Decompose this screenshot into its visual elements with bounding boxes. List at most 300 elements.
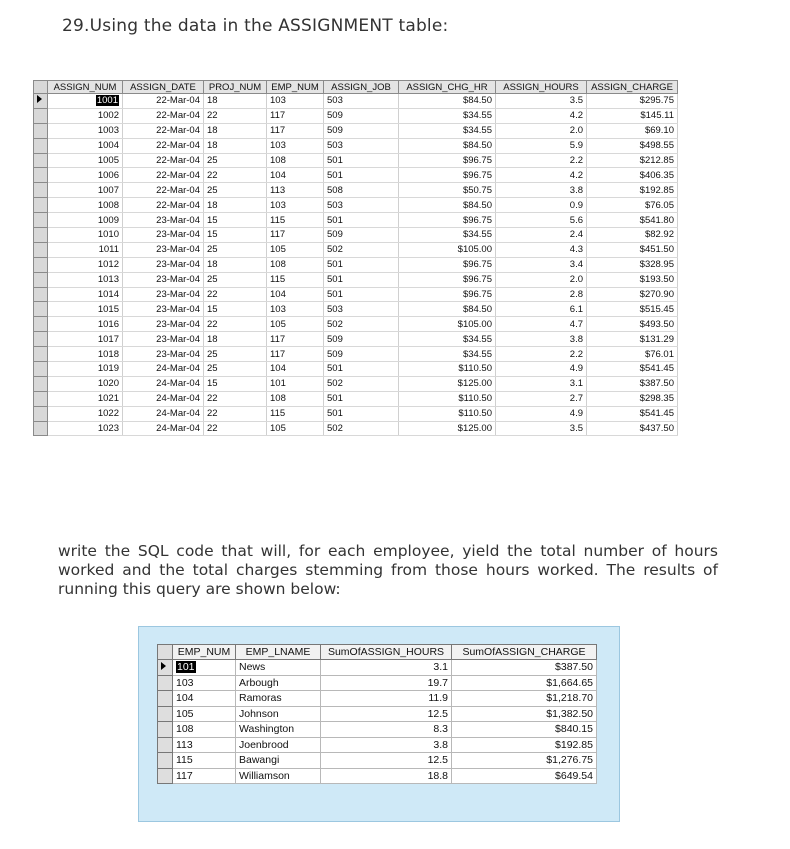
table-row[interactable] xyxy=(158,660,597,676)
table-cell[interactable] xyxy=(496,317,587,332)
table-cell[interactable] xyxy=(267,123,324,138)
table-row[interactable] xyxy=(34,213,678,228)
table-cell[interactable] xyxy=(324,242,399,257)
table-row[interactable] xyxy=(34,94,678,109)
table-cell[interactable] xyxy=(452,722,597,738)
table-cell[interactable] xyxy=(123,138,204,153)
table-cell[interactable] xyxy=(204,123,267,138)
row-selector[interactable] xyxy=(34,347,48,362)
table-cell[interactable] xyxy=(204,183,267,198)
table-row[interactable] xyxy=(34,242,678,257)
table-cell[interactable] xyxy=(123,421,204,436)
table-cell[interactable] xyxy=(324,153,399,168)
row-selector[interactable] xyxy=(34,228,48,243)
table-cell[interactable] xyxy=(204,287,267,302)
col-header[interactable]: ASSIGN_DATE xyxy=(123,81,204,94)
table-cell[interactable] xyxy=(587,213,678,228)
table-cell[interactable] xyxy=(399,302,496,317)
table-cell[interactable] xyxy=(123,168,204,183)
table-cell[interactable] xyxy=(236,753,321,769)
table-row[interactable] xyxy=(34,123,678,138)
table-cell[interactable] xyxy=(48,213,123,228)
table-cell[interactable] xyxy=(496,138,587,153)
col-header[interactable]: EMP_NUM xyxy=(267,81,324,94)
table-cell[interactable] xyxy=(496,168,587,183)
table-cell[interactable] xyxy=(496,257,587,272)
table-cell[interactable] xyxy=(48,332,123,347)
cell-value: 501 xyxy=(327,169,343,181)
table-row[interactable] xyxy=(158,768,597,784)
table-cell[interactable] xyxy=(587,153,678,168)
table-cell[interactable] xyxy=(48,406,123,421)
table-cell[interactable] xyxy=(324,123,399,138)
table-cell[interactable] xyxy=(399,183,496,198)
table-cell[interactable] xyxy=(267,347,324,362)
table-cell[interactable] xyxy=(267,302,324,317)
col-header[interactable]: ASSIGN_JOB xyxy=(324,81,399,94)
table-cell[interactable] xyxy=(321,722,452,738)
table-cell[interactable] xyxy=(399,123,496,138)
table-cell[interactable] xyxy=(267,376,324,391)
table-cell[interactable] xyxy=(173,768,236,784)
row-selector[interactable] xyxy=(34,183,48,198)
table-cell[interactable] xyxy=(236,722,321,738)
table-cell[interactable] xyxy=(587,272,678,287)
table-cell[interactable] xyxy=(399,287,496,302)
row-selector[interactable] xyxy=(34,257,48,272)
table-cell[interactable] xyxy=(452,660,597,676)
table-cell[interactable] xyxy=(587,123,678,138)
table-cell[interactable] xyxy=(399,168,496,183)
table-cell[interactable] xyxy=(324,406,399,421)
row-selector[interactable] xyxy=(34,108,48,123)
table-cell[interactable] xyxy=(399,391,496,406)
table-cell[interactable] xyxy=(496,421,587,436)
table-cell[interactable] xyxy=(496,391,587,406)
col-header[interactable]: PROJ_NUM xyxy=(204,81,267,94)
table-cell[interactable] xyxy=(267,168,324,183)
table-cell[interactable] xyxy=(48,94,123,109)
table-cell[interactable] xyxy=(267,421,324,436)
row-selector[interactable] xyxy=(34,421,48,436)
table-cell[interactable] xyxy=(496,123,587,138)
row-selector[interactable] xyxy=(34,391,48,406)
table-row[interactable] xyxy=(34,391,678,406)
table-cell[interactable] xyxy=(587,94,678,109)
table-cell[interactable] xyxy=(204,242,267,257)
table-cell[interactable] xyxy=(587,347,678,362)
table-cell[interactable] xyxy=(399,94,496,109)
table-cell[interactable] xyxy=(324,347,399,362)
table-cell[interactable] xyxy=(496,153,587,168)
table-cell[interactable] xyxy=(587,391,678,406)
table-row[interactable] xyxy=(158,691,597,707)
table-cell[interactable] xyxy=(123,198,204,213)
table-cell[interactable] xyxy=(204,228,267,243)
row-selector[interactable] xyxy=(34,213,48,228)
table-cell[interactable] xyxy=(321,706,452,722)
table-cell[interactable] xyxy=(496,108,587,123)
table-cell[interactable] xyxy=(324,108,399,123)
row-selector[interactable] xyxy=(34,138,48,153)
table-cell[interactable] xyxy=(587,332,678,347)
table-cell[interactable] xyxy=(123,94,204,109)
table-cell[interactable] xyxy=(204,362,267,377)
cell-value: 117 xyxy=(270,348,286,360)
table-cell[interactable] xyxy=(496,406,587,421)
table-row[interactable] xyxy=(34,183,678,198)
row-selector[interactable] xyxy=(158,660,173,676)
table-cell[interactable] xyxy=(204,94,267,109)
table-cell[interactable] xyxy=(123,272,204,287)
table-cell[interactable] xyxy=(496,287,587,302)
table-cell[interactable] xyxy=(321,768,452,784)
row-selector[interactable] xyxy=(158,737,173,753)
table-cell[interactable] xyxy=(587,257,678,272)
table-cell[interactable] xyxy=(321,660,452,676)
table-row[interactable] xyxy=(34,376,678,391)
table-cell[interactable] xyxy=(204,421,267,436)
table-cell[interactable] xyxy=(399,153,496,168)
table-cell[interactable] xyxy=(123,183,204,198)
row-selector[interactable] xyxy=(158,722,173,738)
table-cell[interactable] xyxy=(324,421,399,436)
table-cell[interactable] xyxy=(324,198,399,213)
table-cell[interactable] xyxy=(399,242,496,257)
table-cell[interactable] xyxy=(267,94,324,109)
table-cell[interactable] xyxy=(236,660,321,676)
table-cell[interactable] xyxy=(204,347,267,362)
row-selector-header[interactable] xyxy=(158,645,173,660)
table-cell[interactable] xyxy=(123,317,204,332)
table-cell[interactable] xyxy=(204,391,267,406)
table-row[interactable] xyxy=(34,168,678,183)
table-cell[interactable] xyxy=(399,332,496,347)
table-cell[interactable] xyxy=(321,737,452,753)
table-cell[interactable] xyxy=(496,94,587,109)
table-cell[interactable] xyxy=(123,376,204,391)
table-cell[interactable] xyxy=(204,138,267,153)
table-cell[interactable] xyxy=(236,691,321,707)
table-cell[interactable] xyxy=(173,706,236,722)
table-cell[interactable] xyxy=(48,287,123,302)
table-cell[interactable] xyxy=(48,257,123,272)
table-cell[interactable] xyxy=(123,302,204,317)
table-cell[interactable] xyxy=(204,376,267,391)
table-cell[interactable] xyxy=(496,242,587,257)
table-cell[interactable] xyxy=(267,108,324,123)
table-row[interactable] xyxy=(34,198,678,213)
table-cell[interactable] xyxy=(123,242,204,257)
table-cell[interactable] xyxy=(587,242,678,257)
table-row[interactable] xyxy=(34,362,678,377)
col-header[interactable]: EMP_NUM xyxy=(173,645,236,660)
col-header[interactable]: ASSIGN_HOURS xyxy=(496,81,587,94)
table-cell[interactable] xyxy=(399,376,496,391)
table-cell[interactable] xyxy=(324,228,399,243)
table-row[interactable] xyxy=(34,153,678,168)
table-cell[interactable] xyxy=(324,317,399,332)
table-cell[interactable] xyxy=(399,421,496,436)
table-row[interactable] xyxy=(34,302,678,317)
table-cell[interactable] xyxy=(399,228,496,243)
table-cell[interactable] xyxy=(48,272,123,287)
table-cell[interactable] xyxy=(587,421,678,436)
table-cell[interactable] xyxy=(48,391,123,406)
table-cell[interactable] xyxy=(324,391,399,406)
table-cell[interactable] xyxy=(496,213,587,228)
table-cell[interactable] xyxy=(587,228,678,243)
row-selector[interactable] xyxy=(34,302,48,317)
table-cell[interactable] xyxy=(48,347,123,362)
table-cell[interactable] xyxy=(321,753,452,769)
row-selector[interactable] xyxy=(34,198,48,213)
col-header[interactable]: ASSIGN_CHARGE xyxy=(587,81,678,94)
row-selector[interactable] xyxy=(158,768,173,784)
table-cell[interactable] xyxy=(173,722,236,738)
table-cell[interactable] xyxy=(324,138,399,153)
table-row[interactable] xyxy=(34,421,678,436)
col-header[interactable]: ASSIGN_NUM xyxy=(48,81,123,94)
table-row[interactable] xyxy=(34,272,678,287)
row-selector[interactable] xyxy=(34,317,48,332)
table-row[interactable] xyxy=(34,332,678,347)
table-cell[interactable] xyxy=(587,108,678,123)
table-cell[interactable] xyxy=(48,242,123,257)
table-cell[interactable] xyxy=(496,228,587,243)
table-cell[interactable] xyxy=(204,153,267,168)
table-cell[interactable] xyxy=(236,768,321,784)
table-cell[interactable] xyxy=(324,183,399,198)
table-cell[interactable] xyxy=(324,287,399,302)
col-header[interactable]: SumOfASSIGN_HOURS xyxy=(321,645,452,660)
table-cell[interactable] xyxy=(321,691,452,707)
table-cell[interactable] xyxy=(399,317,496,332)
table-cell[interactable] xyxy=(587,406,678,421)
col-header[interactable]: EMP_LNAME xyxy=(236,645,321,660)
table-cell[interactable] xyxy=(267,362,324,377)
table-cell[interactable] xyxy=(173,675,236,691)
table-cell[interactable] xyxy=(324,213,399,228)
table-cell[interactable] xyxy=(48,362,123,377)
table-cell[interactable] xyxy=(324,257,399,272)
table-cell[interactable] xyxy=(48,138,123,153)
table-cell[interactable] xyxy=(173,691,236,707)
table-cell[interactable] xyxy=(204,257,267,272)
table-cell[interactable] xyxy=(267,391,324,406)
table-cell[interactable] xyxy=(399,213,496,228)
table-cell[interactable] xyxy=(496,332,587,347)
table-cell[interactable] xyxy=(123,347,204,362)
table-cell[interactable] xyxy=(236,675,321,691)
cell-value: 24-Mar-04 xyxy=(156,408,200,420)
table-cell[interactable] xyxy=(496,362,587,377)
table-cell[interactable] xyxy=(399,272,496,287)
table-cell[interactable] xyxy=(48,108,123,123)
row-selector[interactable] xyxy=(34,272,48,287)
table-cell[interactable] xyxy=(48,168,123,183)
table-cell[interactable] xyxy=(399,362,496,377)
table-cell[interactable] xyxy=(204,168,267,183)
table-cell[interactable] xyxy=(173,737,236,753)
table-cell[interactable] xyxy=(452,691,597,707)
table-cell[interactable] xyxy=(587,287,678,302)
table-row[interactable] xyxy=(34,257,678,272)
table-cell[interactable] xyxy=(48,376,123,391)
row-selector[interactable] xyxy=(34,168,48,183)
row-selector[interactable] xyxy=(34,242,48,257)
table-row[interactable] xyxy=(34,347,678,362)
table-cell[interactable] xyxy=(399,406,496,421)
table-row[interactable] xyxy=(158,737,597,753)
table-cell[interactable] xyxy=(123,406,204,421)
table-cell[interactable] xyxy=(267,198,324,213)
table-cell[interactable] xyxy=(204,302,267,317)
table-cell[interactable] xyxy=(399,347,496,362)
table-cell[interactable] xyxy=(48,183,123,198)
table-cell[interactable] xyxy=(48,228,123,243)
table-cell[interactable] xyxy=(587,138,678,153)
row-selector[interactable] xyxy=(34,362,48,377)
table-cell[interactable] xyxy=(267,257,324,272)
table-cell[interactable] xyxy=(48,317,123,332)
table-cell[interactable] xyxy=(587,376,678,391)
table-cell[interactable] xyxy=(496,183,587,198)
table-cell[interactable] xyxy=(48,198,123,213)
table-cell[interactable] xyxy=(123,362,204,377)
table-cell[interactable] xyxy=(48,421,123,436)
table-cell[interactable] xyxy=(587,168,678,183)
table-cell[interactable] xyxy=(452,706,597,722)
row-selector[interactable] xyxy=(34,94,48,109)
table-cell[interactable] xyxy=(587,198,678,213)
row-selector[interactable] xyxy=(34,287,48,302)
table-cell[interactable] xyxy=(204,198,267,213)
table-cell[interactable] xyxy=(204,108,267,123)
cell-value: $76.05 xyxy=(644,199,674,211)
table-cell[interactable] xyxy=(123,228,204,243)
table-cell[interactable] xyxy=(204,317,267,332)
table-cell[interactable] xyxy=(173,753,236,769)
table-cell[interactable] xyxy=(587,362,678,377)
table-cell[interactable] xyxy=(123,153,204,168)
table-cell[interactable] xyxy=(123,332,204,347)
table-cell[interactable] xyxy=(123,123,204,138)
table-cell[interactable] xyxy=(236,737,321,753)
table-cell[interactable] xyxy=(267,228,324,243)
table-cell[interactable] xyxy=(267,287,324,302)
table-cell[interactable] xyxy=(321,675,452,691)
cell-value: 2.8 xyxy=(569,289,583,301)
table-row[interactable] xyxy=(158,675,597,691)
table-cell[interactable] xyxy=(267,183,324,198)
table-cell[interactable] xyxy=(452,675,597,691)
table-cell[interactable] xyxy=(587,183,678,198)
table-cell[interactable] xyxy=(399,108,496,123)
row-selector[interactable] xyxy=(34,406,48,421)
table-cell[interactable] xyxy=(204,406,267,421)
table-cell[interactable] xyxy=(267,138,324,153)
row-selector[interactable] xyxy=(158,753,173,769)
table-cell[interactable] xyxy=(587,317,678,332)
table-cell[interactable] xyxy=(324,302,399,317)
table-cell[interactable] xyxy=(399,138,496,153)
row-selector[interactable] xyxy=(34,123,48,138)
col-header[interactable]: SumOfASSIGN_CHARGE xyxy=(452,645,597,660)
table-cell[interactable] xyxy=(324,272,399,287)
table-cell[interactable] xyxy=(324,376,399,391)
table-cell[interactable] xyxy=(267,213,324,228)
table-cell[interactable] xyxy=(123,213,204,228)
row-selector[interactable] xyxy=(34,332,48,347)
table-cell[interactable] xyxy=(204,332,267,347)
table-cell[interactable] xyxy=(48,302,123,317)
table-cell[interactable] xyxy=(48,123,123,138)
table-cell[interactable] xyxy=(267,153,324,168)
row-selector[interactable] xyxy=(158,706,173,722)
table-cell[interactable] xyxy=(496,302,587,317)
table-cell[interactable] xyxy=(324,168,399,183)
col-header[interactable]: ASSIGN_CHG_HR xyxy=(399,81,496,94)
table-cell[interactable] xyxy=(496,272,587,287)
table-cell[interactable] xyxy=(267,332,324,347)
table-cell[interactable] xyxy=(399,198,496,213)
table-row[interactable] xyxy=(34,287,678,302)
table-row[interactable] xyxy=(34,138,678,153)
cell-value: 117 xyxy=(270,125,286,137)
table-cell[interactable] xyxy=(267,242,324,257)
table-cell[interactable] xyxy=(324,332,399,347)
table-cell[interactable] xyxy=(324,362,399,377)
table-row[interactable] xyxy=(158,753,597,769)
table-cell[interactable] xyxy=(452,737,597,753)
table-cell[interactable] xyxy=(267,317,324,332)
cell-value: 3.5 xyxy=(569,423,583,435)
row-selector[interactable] xyxy=(158,691,173,707)
table-row[interactable] xyxy=(158,706,597,722)
table-cell[interactable] xyxy=(48,153,123,168)
table-cell[interactable] xyxy=(399,257,496,272)
table-row[interactable] xyxy=(34,406,678,421)
table-cell[interactable] xyxy=(173,660,236,676)
table-cell[interactable] xyxy=(496,198,587,213)
row-selector[interactable] xyxy=(34,376,48,391)
table-cell[interactable] xyxy=(267,406,324,421)
table-cell[interactable] xyxy=(236,706,321,722)
table-cell[interactable] xyxy=(324,94,399,109)
table-row[interactable] xyxy=(34,317,678,332)
table-cell[interactable] xyxy=(204,272,267,287)
row-selector[interactable] xyxy=(34,153,48,168)
table-cell[interactable] xyxy=(452,768,597,784)
table-cell[interactable] xyxy=(587,302,678,317)
table-cell[interactable] xyxy=(123,257,204,272)
table-cell[interactable] xyxy=(204,213,267,228)
table-row[interactable] xyxy=(34,228,678,243)
table-cell[interactable] xyxy=(452,753,597,769)
table-row[interactable] xyxy=(34,108,678,123)
table-cell[interactable] xyxy=(496,347,587,362)
table-cell[interactable] xyxy=(123,391,204,406)
table-cell[interactable] xyxy=(496,376,587,391)
table-cell[interactable] xyxy=(123,287,204,302)
table-cell[interactable] xyxy=(123,108,204,123)
table-cell[interactable] xyxy=(267,272,324,287)
row-selector-header[interactable] xyxy=(34,81,48,94)
row-selector[interactable] xyxy=(158,675,173,691)
cell-value: 24-Mar-04 xyxy=(156,363,200,375)
table-row[interactable] xyxy=(158,722,597,738)
